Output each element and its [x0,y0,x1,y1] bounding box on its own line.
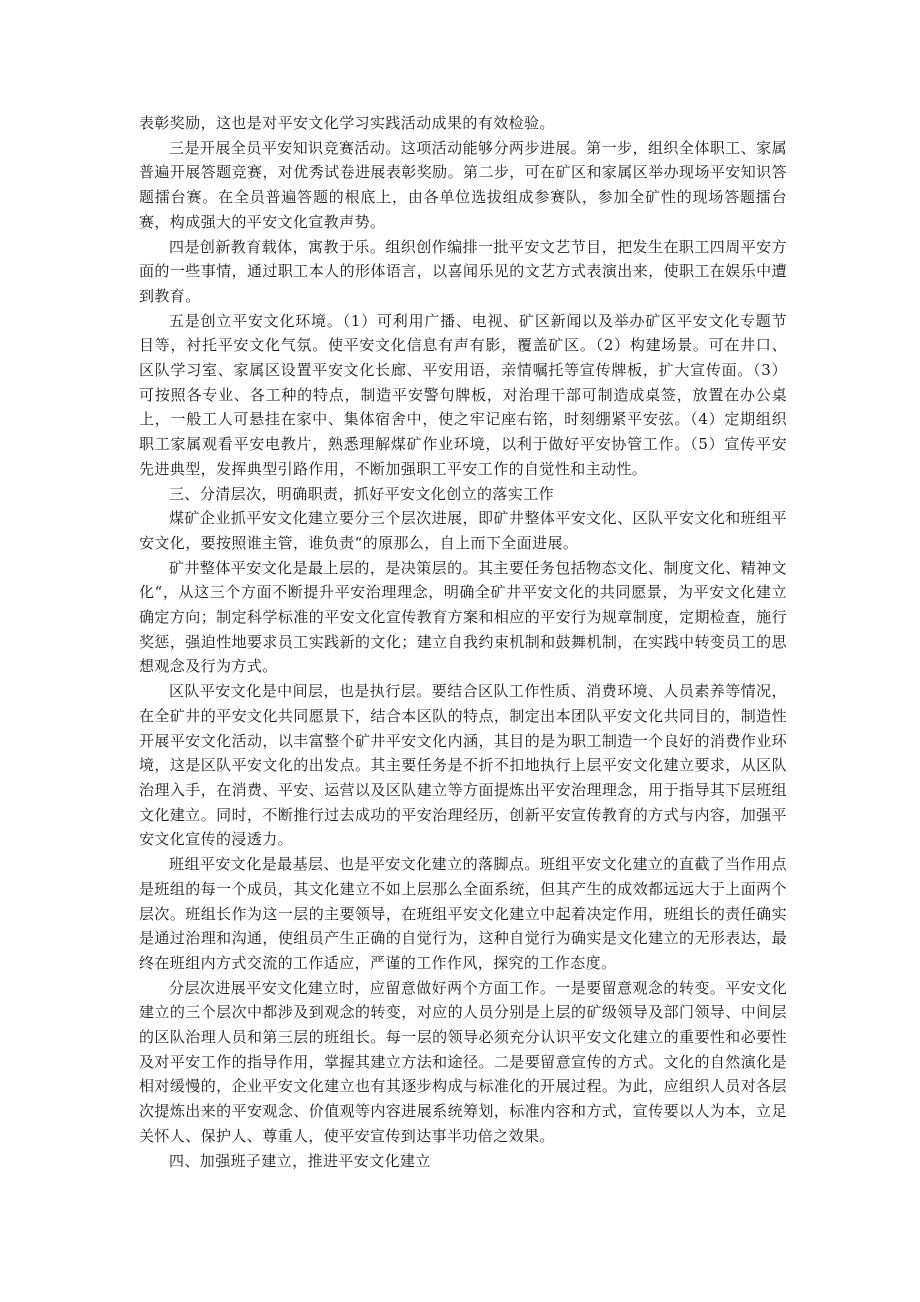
paragraph-education-carrier: 四是创新教育载体，寓教于乐。组织创作编排一批平安文艺节目，把发生在职工四周平安方面的一些事情，通过职工本人的形体语言，以喜闻乐见的文艺方式表演出来，使职工在娱乐中遭到教育。 [139,237,787,305]
paragraph-safety-environment: 五是创立平安文化环境。（1）可利用广播、电视、矿区新闻以及举办矿区平安文化专题节目等，衬托平安文化气氛。使平安文化信息有声有影，覆盖矿区。（2）构建场景。可在井口、区队学习室、家属区设置平安文化长廊、平安用语，亲情嘱托等宣传牌板，扩大宣传面。（3）可按照各专业、各工种的特点，制造平安警句牌板，对治理干部可制造成桌签，放置在办公桌上，一般工人可悬挂在家中、集体宿舍中，使之牢记座右铭，时刻绷紧平安弦。（4）定期组织职工家属观看平安电教片，熟悉理解煤矿作业环境，以利于做好平安协管工作。（5）宣传平安先进典型，发挥典型引路作用，不断加强职工平安工作的自觉性和主动性。 [139,311,787,478]
paragraph-two-aspects: 分层次进展平安文化建立时，应留意做好两个方面工作。一是要留意观念的转变。平安文化建立的三个层次中都涉及到观念的转变，对应的人员分别是上层的矿级领导及部门领导、中间层的区队治理人员和第三层的班组长。每一层的领导必须充分认识平安文化建立的重要性和必要性及对平安工作的指导作用，掌握其建立方法和途径。二是要留意宣传的方式。文化的自然演化是相对缓慢的，企业平安文化建立也有其逐步构成与标准化的开展过程。为此，应组织人员对各层次提炼出来的平安观念、价值观等内容进展系统筹划，标准内容和方式，宣传要以人为本，立足关怀人、保护人、尊重人，使平安宣传到达事半功倍之效果。 [139,978,787,1145]
paragraph-knowledge-contest: 三是开展全员平安知识竞赛活动。这项活动能够分两步进展。第一步，组织全体职工、家属普遍开展答题竞赛，对优秀试卷进展表彰奖励。第二步，可在矿区和家属区举办现场平安知识答题擂台赛。在全员普遍答题的根底上，由各单位选拔组成参赛队，参加全矿性的现场答题擂台赛，构成强大的平安文化宣教声势。 [139,138,787,231]
paragraph-team-level: 区队平安文化是中间层，也是执行层。要结合区队工作性质、消费环境、人员素养等情况，在全矿井的平安文化共同愿景下，结合本区队的特点，制定出本团队平安文化共同目的，制造性开展平安文化活动，以丰富整个矿井平安文化内涵，其目的是为职工制造一个良好的消费作业环境，这是区队平安文化的出发点。其主要任务是不折不扣地执行上层平安文化建立要求，从区队治理入手，在消费、平安、运营以及区队建立等方面提炼出平安治理理念，用于指导其下层班组文化建立。同时，不断推行过去成功的平安治理经历，创新平安宣传教育的方式与内容，加强平安文化宣传的浸透力。 [139,682,787,849]
section-heading-4: 四、加强班子建立，推进平安文化建立 [169,1151,431,1170]
paragraph-group-level: 班组平安文化是最基层、也是平安文化建立的落脚点。班组平安文化建立的直截了当作用点是班组的每一个成员，其文化建立不如上层那么全面系统，但其产生的成效都远远大于上面两个层次。班组长作为这一层的主要领导，在班组平安文化建立中起着决定作用，班组长的责任确实是通过治理和沟通，使组员产生正确的自觉行为，这种自觉行为确实是文化建立的无形表达，最终在班组内方式交流的工作适应，严谨的工作作风，探究的工作态度。 [139,855,787,972]
paragraph-three-levels: 煤矿企业抓平安文化建立要分三个层次进展，即矿井整体平安文化、区队平安文化和班组平安文化，要按照谁主管，谁负责“的原那么，自上而下全面进展。 [139,509,787,552]
paragraph-mine-level: 矿井整体平安文化是最上层的，是决策层的。其主要任务包括物态文化、制度文化、精神文化“，从这三个方面不断提升平安治理理念，明确全矿井平安文化的共同愿景，为平安文化建立确定方向；制定科学标准的平安文化宣传教育方案和相应的平安行为规章制度，定期检查，施行奖惩，强迫性地要求员工实践新的文化；建立自我约束机制和鼓舞机制，在实践中转变员工的思想观念及行为方式。 [139,558,787,676]
document-body [139,111,787,1173]
section-heading-3: 三、分清层次，明确职责，抓好平安文化创立的落实工作 [169,484,555,503]
paragraph-continuation: 表彰奖励，这也是对平安文化学习实践活动成果的有效检验。 [139,114,555,132]
